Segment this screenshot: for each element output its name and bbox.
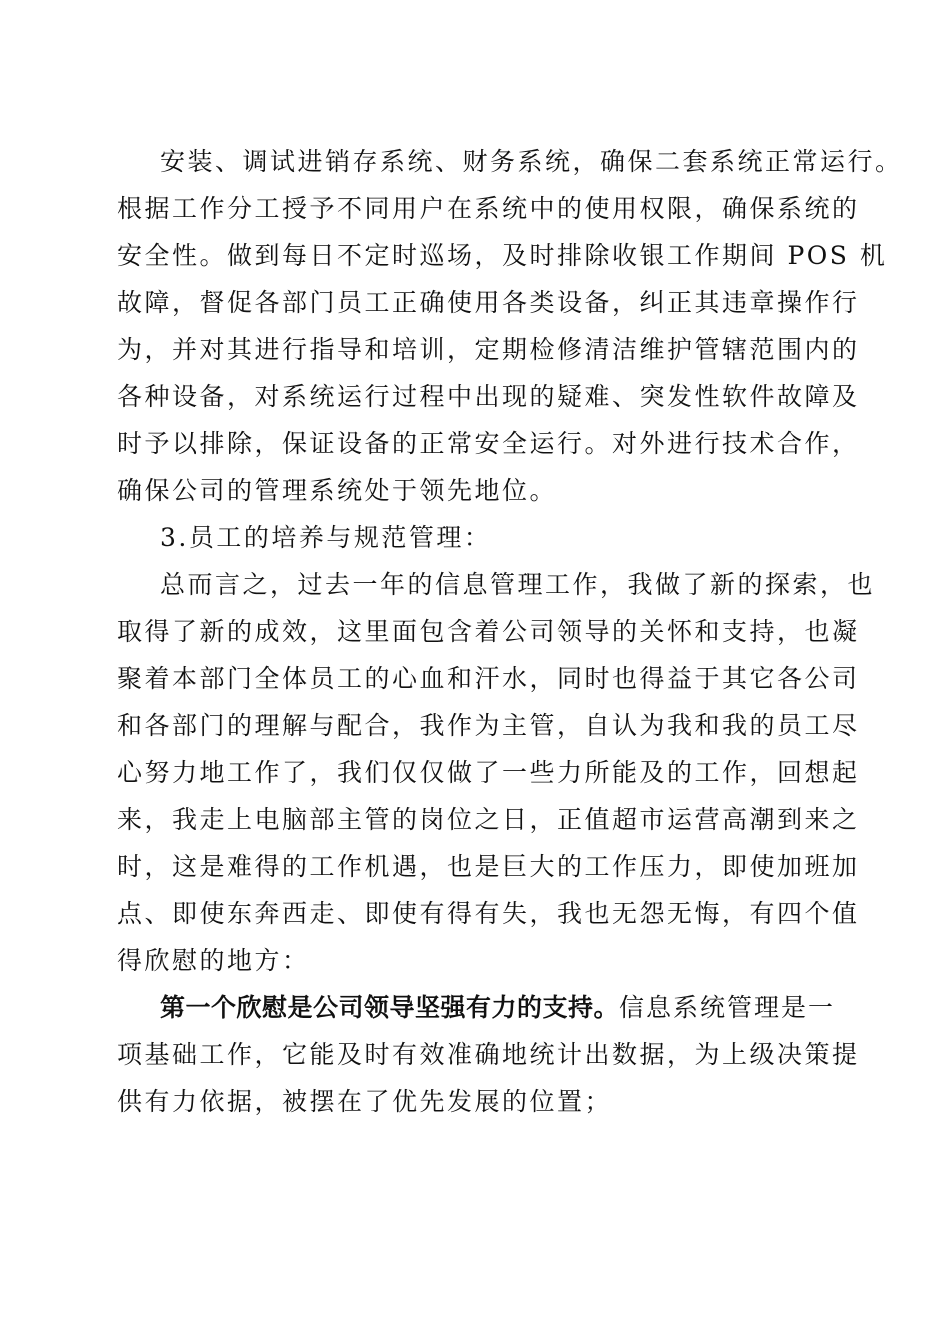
paragraph-2-line-8: 点、即使东奔西走、即使有得有失，我也无怨无悔，有四个值 xyxy=(117,899,860,928)
paragraph-3-line-3: 供有力依据，被摆在了优先发展的位置； xyxy=(117,1087,613,1116)
paragraph-2-line-1: 总而言之，过去一年的信息管理工作，我做了新的探索，也 xyxy=(160,570,876,599)
paragraph-2-line-2: 取得了新的成效，这里面包含着公司领导的关怀和支持，也凝 xyxy=(117,617,860,646)
paragraph-2-line-9: 得欣慰的地方： xyxy=(117,946,310,975)
paragraph-2-line-5: 心努力地工作了，我们仅仅做了一些力所能及的工作，回想起 xyxy=(117,758,860,787)
paragraph-1-line-5: 为，并对其进行指导和培训，定期检修清洁维护管辖范围内的 xyxy=(117,335,860,364)
paragraph-3-bold-lead: 第一个欣慰是公司领导坚强有力的支持。 xyxy=(160,993,620,1022)
paragraph-1-line-3: 安全性。做到每日不定时巡场，及时排除收银工作期间 POS 机 xyxy=(117,241,888,270)
paragraph-2-line-7: 时，这是难得的工作机遇，也是巨大的工作压力，即使加班加 xyxy=(117,852,860,881)
paragraph-1-line-4: 故障，督促各部门员工正确使用各类设备，纠正其违章操作行 xyxy=(117,288,860,317)
paragraph-3-line-1 xyxy=(160,992,840,1024)
paragraph-1-line-2: 根据工作分工授予不同用户在系统中的使用权限，确保系统的 xyxy=(117,194,860,223)
paragraph-3-line-2: 项基础工作，它能及时有效准确地统计出数据，为上级决策提 xyxy=(117,1040,860,1069)
paragraph-2-line-6: 来，我走上电脑部主管的岗位之日，正值超市运营高潮到来之 xyxy=(117,805,860,834)
paragraph-1-line-8: 确保公司的管理系统处于领先地位。 xyxy=(117,476,558,505)
paragraph-1-line-1: 安装、调试进销存系统、财务系统，确保二套系统正常运行。 xyxy=(160,147,903,176)
paragraph-3-line-1-rest: 信息系统管理是一 xyxy=(619,993,836,1022)
section-heading: 3.员工的培养与规范管理： xyxy=(160,523,492,552)
paragraph-2-line-4: 和各部门的理解与配合，我作为主管，自认为我和我的员工尽 xyxy=(117,711,860,740)
paragraph-1-line-6: 各种设备，对系统运行过程中出现的疑难、突发性软件故障及 xyxy=(117,382,860,411)
paragraph-1-line-7: 时予以排除，保证设备的正常安全运行。对外进行技术合作， xyxy=(117,429,860,458)
paragraph-2-line-3: 聚着本部门全体员工的心血和汗水，同时也得益于其它各公司 xyxy=(117,664,860,693)
